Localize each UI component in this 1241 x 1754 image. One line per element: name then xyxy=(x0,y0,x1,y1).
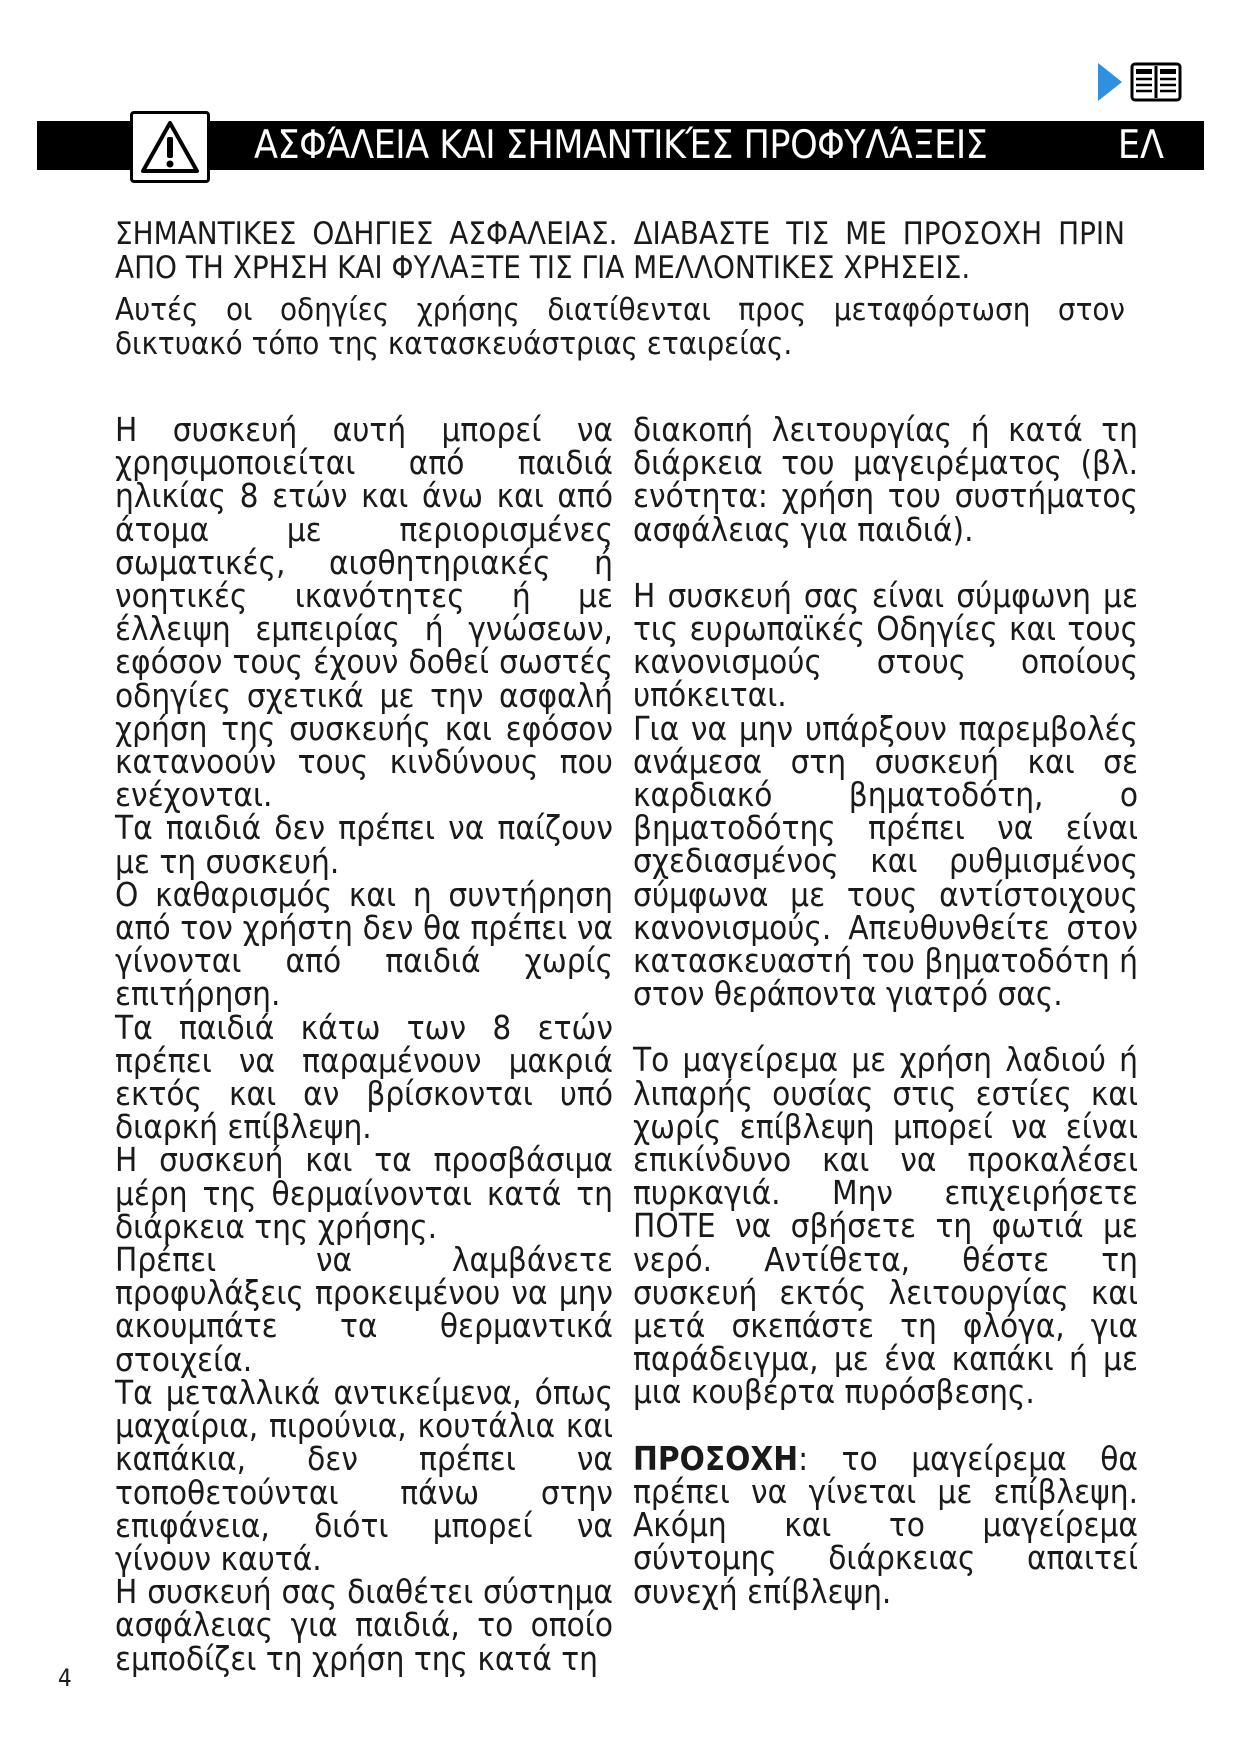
paragraph-caution xyxy=(633,1438,1138,1611)
right-column xyxy=(633,410,1138,1611)
paragraph-children-play: Τα παιδιά δεν πρέπει να παίζουν με τη συσκευή. xyxy=(115,808,613,881)
paragraph-hot-parts: Η συσκευή και τα προσβάσιμα μέρη της θερμαίνονται κατά τη διάρκεια της χρήσης. xyxy=(115,1140,613,1246)
manual-book-icon[interactable] xyxy=(1130,62,1182,102)
section-title: ΑΣΦΆΛΕΙΑ ΚΑΙ ΣΗΜΑΝΤΙΚΈΣ ΠΡΟΦΥΛΆΞΕΙΣ xyxy=(254,123,988,168)
language-code: ΕΛ xyxy=(1117,123,1164,168)
paragraph-oil-fire: Το μαγείρεμα με χρήση λαδιού ή λιπαρής ουσίας στις εστίες και χωρίς επίβλεψη μπορεί να είναι επικίνδυνο και να προκαλέσει πυρκαγιά. Μην επιχειρήσετε ΠΟΤΕ να σβήσετε τη φωτιά με νερό. Αντίθετα, θέστε τη συσκευή εκτός λειτουργίας και μετά σκεπάστε τη φλόγα, για παράδειγμα, με ένα καπάκι ή με μια κουβέρτα πυρόσβεσης. xyxy=(633,1040,1138,1412)
paragraph-under-8: Τα παιδιά κάτω των 8 ετών πρέπει να παραμένουν μακριά εκτός και αν βρίσκονται υπό διαρκή επίβλεψη. xyxy=(115,1007,613,1147)
warning-triangle-icon xyxy=(130,111,210,183)
intro-block xyxy=(115,217,1125,361)
page-number: 4 xyxy=(58,1664,72,1692)
nav-icons xyxy=(1098,62,1182,102)
paragraph-compliance: Η συσκευή σας είναι σύμφωνη με τις ευρωπαϊκές Οδηγίες και τους κανονισμούς στους οποίους υπόκειται. xyxy=(633,575,1138,715)
paragraph-child-lock-continued: διακοπή λειτουργίας ή κατά τη διάρκεια του μαγειρέματος (βλ. ενότητα: χρήση του συστήματος ασφάλειας για παιδιά). xyxy=(633,410,1138,549)
caution-label: ΠΡΟΣΟΧΗ xyxy=(633,1438,799,1478)
paragraph-heating-elements: Πρέπει να λαμβάνετε προφυλάξεις προκειμένου να μην ακουμπάτε τα θερμαντικά στοιχεία. xyxy=(115,1240,613,1379)
paragraph-cleaning: Ο καθαρισμός και η συντήρηση από τον χρήστη δεν θα πρέπει να γίνονται από παιδιά χωρίς επιτήρηση. xyxy=(115,874,613,1014)
paragraph-pacemaker: Για να μην υπάρξουν παρεμβολές ανάμεσα στη συσκευή και σε καρδιακό βηματοδότη, ο βηματοδότης πρέπει να είναι σχεδιασμένος και ρυθμισμένος σύμφωνα με τους αντίστοιχους κανονισμούς. Απευθυνθείτε στον κατασκευαστή του βηματοδότη ή στον θεράποντα γιατρό σας. xyxy=(633,708,1138,1014)
section-header-bar xyxy=(37,121,1204,170)
intro-download-note: Αυτές οι οδηγίες χρήσης διατίθενται προς μεταφόρτωση στον δικτυακό τόπο της κατασκευάστριας εταιρείας. xyxy=(115,292,1125,362)
paragraph-child-lock: Η συσκευή σας διαθέτει σύστημα ασφάλειας για παιδιά, το οποίο εμποδίζει τη χρήση της κατά τη xyxy=(115,1572,613,1678)
paragraph-metal-objects: Τα μεταλλικά αντικείμενα, όπως μαχαίρια, πιρούνια, κουτάλια και καπάκια, δεν πρέπει να τοποθετούνται πάνω στην επιφάνεια, διότι μπορεί να γίνουν καυτά. xyxy=(115,1372,613,1578)
intro-caps-warning: ΣΗΜΑΝΤΙΚΕΣ ΟΔΗΓΙΕΣ ΑΣΦΑΛΕΙΑΣ. ΔΙΑΒΑΣΤΕ ΤΙΣ ΜΕ ΠΡΟΣΟΧΗ ΠΡΙΝ ΑΠΟ ΤΗ ΧΡΗΣΗ ΚΑΙ ΦΥΛΑΞΤΕ ΤΙΣ ΓΙΑ ΜΕΛΛΟΝΤΙΚΕΣ ΧΡΗΣΕΙΣ. xyxy=(115,216,1125,286)
caution-text: : το μαγείρεμα θα πρέπει να γίνεται με επίβλεψη. Ακόμη και το μαγείρεμα σύντομης διάρκειας απαιτεί συνεχή επίβλεψη. xyxy=(633,1438,1138,1611)
play-arrow-icon[interactable] xyxy=(1098,63,1122,101)
left-column xyxy=(115,410,613,1678)
paragraph-children-usage: Η συσκευή αυτή μπορεί να χρησιμοποιείται από παιδιά ηλικίας 8 ετών και άνω και από άτομα με περιορισμένες σωματικές, αισθητηριακές ή νοητικές ικανότητες ή με έλλειψη εμπειρίας ή γνώσεων, εφόσον τους έχουν δοθεί σωστές οδηγίες σχετικά με την ασφαλή χρήση της συσκευής και εφόσον κατανοούν τους κινδύνους που ενέχονται. xyxy=(115,410,613,815)
